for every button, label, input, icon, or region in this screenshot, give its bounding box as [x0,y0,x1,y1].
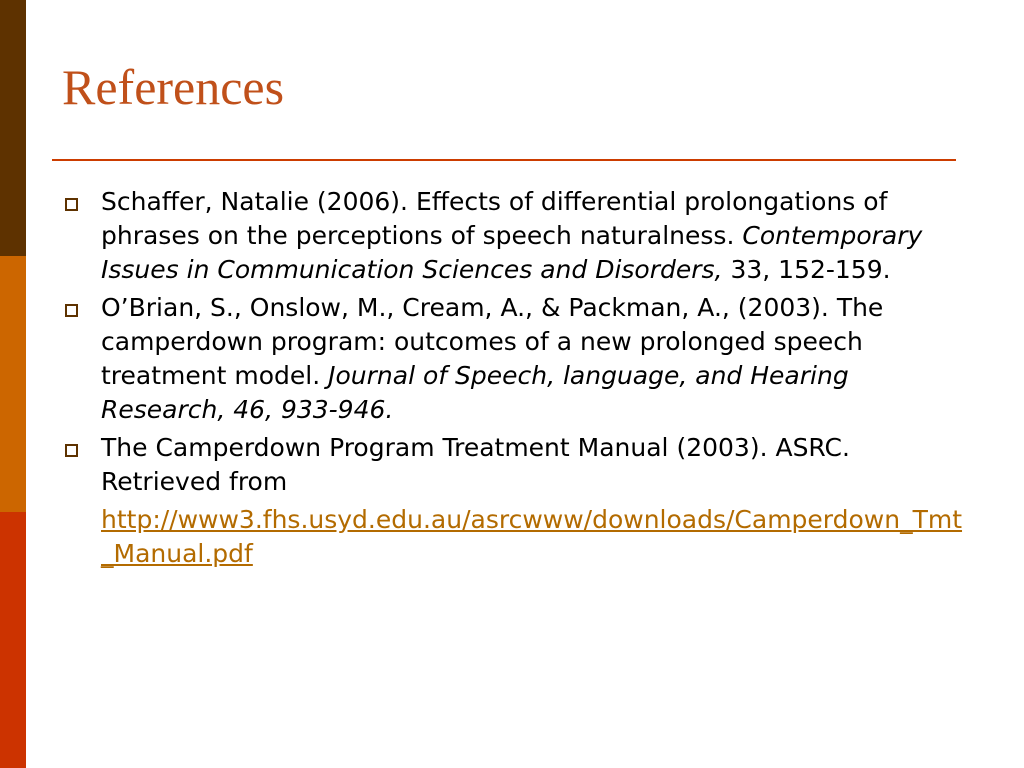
reference-text: O’Brian, S., Onslow, M., Cream, A., & Packman, A., (2003). The camperdown program: outcomes of a new prolonged speech treatment model. [101,293,884,390]
reference-journal: Contemporary Issues in Communication Sciences and Disorders, [101,221,923,284]
manual-url-link[interactable]: http://www3.fhs.usyd.edu.au/asrcwww/downloads/Camperdown_Tmt_Manual.pdf [101,505,963,568]
reference-item [60,185,965,287]
reference-list [60,185,965,575]
reference-item [60,431,965,571]
reference-details: 33, 152-159. [722,255,891,284]
reference-text: The Camperdown Program Treatment Manual (2003). ASRC. Retrieved from [101,433,850,496]
side-bar-top [0,0,26,256]
square-bullet-icon [65,198,78,211]
side-bar-bottom [0,512,26,768]
reference-item [60,291,965,427]
title-divider [52,159,956,161]
side-bar-middle [0,256,26,512]
square-bullet-icon [65,304,78,317]
reference-journal: Journal of Speech, language, and Hearing Research, 46, 933-946. [101,361,849,424]
square-bullet-icon [65,444,78,457]
reference-text: Schaffer, Natalie (2006). Effects of differential prolongations of phrases on the perceptions of speech naturalness. [101,187,888,250]
slide-title: References [62,59,285,115]
